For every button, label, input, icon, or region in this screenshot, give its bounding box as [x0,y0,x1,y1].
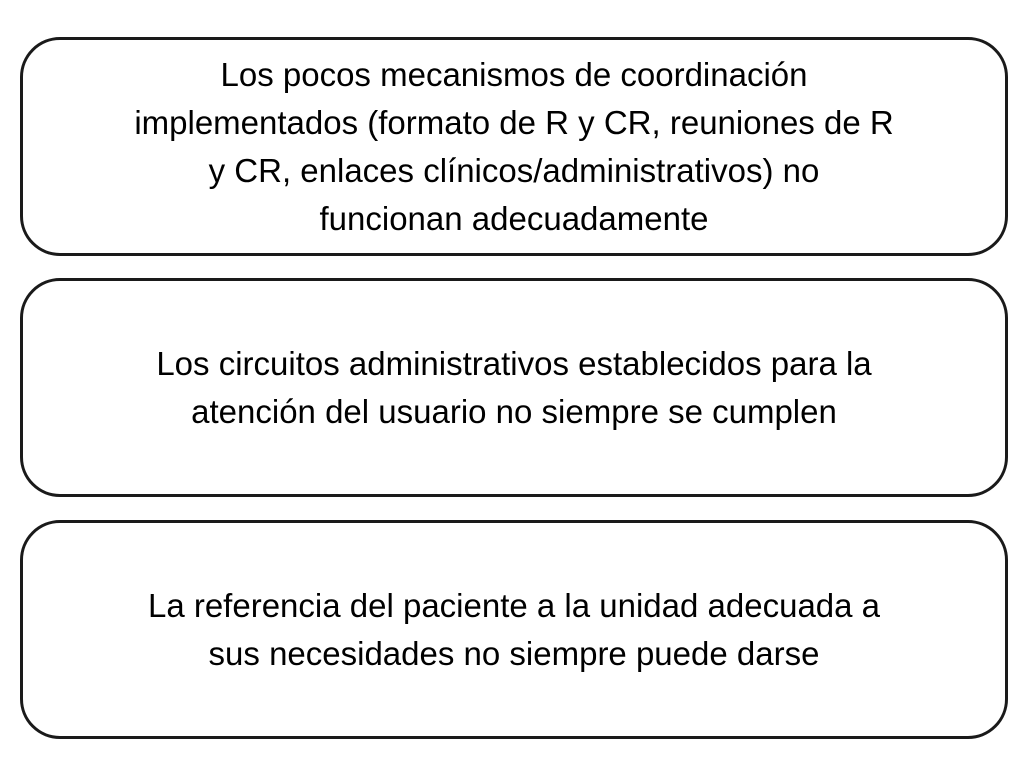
statement-text [130,582,898,678]
statement-text [138,340,889,436]
statement-line: implementados (formato de R y CR, reuniones de R [134,103,894,141]
statement-line: atención del usuario no siempre se cumplen [191,392,837,430]
statement-text [116,51,911,243]
statement-line: funcionan adecuadamente [319,199,709,237]
statement-box-patient-referral [20,520,1008,739]
statement-line: Los pocos mecanismos de coordinación [220,55,808,93]
statement-box-administrative-circuits [20,278,1008,497]
statement-line: sus necesidades no siempre puede darse [208,634,820,672]
statement-box-coordination-mechanisms [20,37,1008,256]
statement-line: La referencia del paciente a la unidad adecuada a [147,586,881,624]
statement-line: y CR, enlaces clínicos/administrativos) no [208,151,820,189]
statement-line: Los circuitos administrativos establecidos para la [156,344,872,382]
